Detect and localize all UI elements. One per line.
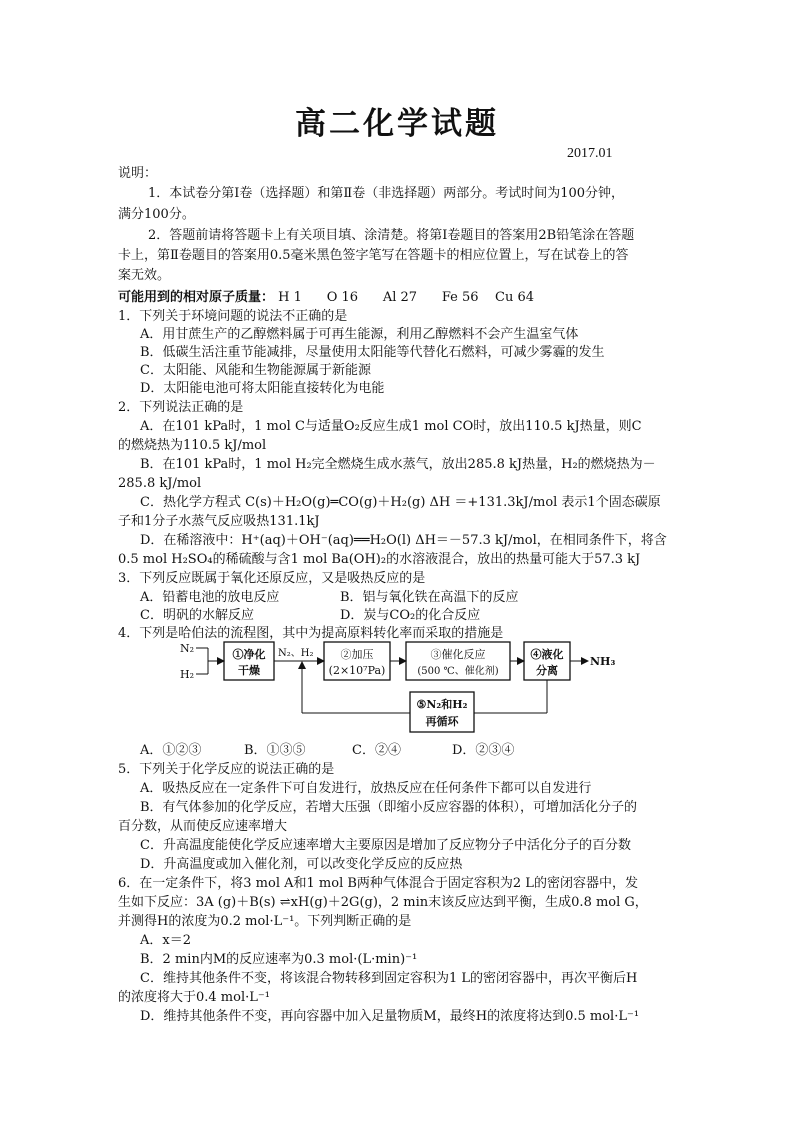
q5-stem: 5．下列关于化学反应的说法正确的是 (118, 762, 335, 777)
box-pressurize-line-1: ②加压 (340, 648, 374, 661)
box-recycle-line-1: ⑤N₂和H₂ (416, 698, 468, 711)
intro-line-2: 满分100分。 (118, 207, 195, 222)
q4-option-d: D．②③④ (452, 743, 515, 758)
q1-option-a: A．用甘蔗生产的乙醇燃料属于可再生能源，利用乙醇燃料不会产生温室气体 (140, 327, 579, 342)
q3-options-row-2 (140, 607, 700, 625)
q3-option-a: A．铅蓄电池的放电反应 (140, 590, 280, 605)
q5-option-d: D．升高温度或加入催化剂，可以改变化学反应的反应热 (140, 857, 463, 872)
atomic-masses (118, 289, 678, 307)
box-recycle-line-2: 再循环 (425, 715, 459, 728)
atomic-masses-label: 可能用到的相对原子质量： (118, 290, 275, 305)
q5-option-b-2: 百分数，从而使反应速率增大 (118, 819, 288, 834)
q6-stem-2: 生如下反应：3A (g)＋B(s) ⇌xH(g)＋2G(g)，2 min末该反应达到平衡，生成0.8 mol G， (118, 895, 648, 910)
box-catalytic-reaction-line-1: ③催化反应 (430, 648, 486, 661)
haber-process-flowchart (178, 634, 618, 738)
q6-stem-3: 并测得H的浓度为0.2 mol·L⁻¹。下列判断正确的是 (118, 914, 412, 929)
q6-option-a: A．x＝2 (140, 933, 191, 948)
intro-line-3: 2．答题前请将答题卡上有关项目填、涂清楚。将第Ⅰ卷题目的答案用2B铅笔涂在答题 (148, 228, 635, 243)
q2-option-d-1: D．在稀溶液中：H⁺(aq)＋OH⁻(aq)══H₂O(l) ΔH＝－57.3 kJ/mol，在相同条件下，将含 (140, 533, 667, 548)
intro-heading: 说明： (118, 166, 158, 181)
output-nh3-label: NH₃ (590, 655, 616, 668)
box-purify-dry-line-1: ①净化 (232, 648, 266, 661)
box-liquefy-separate-line-1: ④液化 (530, 648, 564, 661)
q2-option-a-2: 的燃烧热为110.5 kJ/mol (118, 438, 267, 453)
q2-option-b-2: 285.8 kJ/mol (118, 476, 202, 491)
q4-option-b: B．①③⑤ (244, 743, 306, 758)
q6-option-d: D．维持其他条件不变，再向容器中加入足量物质M，最终H的浓度将达到0.5 mol·L⁻¹ (140, 1009, 640, 1024)
q3-options-row-1 (140, 589, 700, 607)
q5-option-b-1: B．有气体参加的化学反应，若增大压强（即缩小反应容器的体积），可增加活化分子的 (140, 800, 638, 815)
exam-date: 2017.01 (567, 146, 613, 161)
q1-option-d: D．太阳能电池可将太阳能直接转化为电能 (140, 381, 385, 396)
atomic-masses-values: H 1 O 16 Al 27 Fe 56 Cu 64 (278, 290, 535, 305)
q1-option-c: C．太阳能、风能和生物能源属于新能源 (140, 363, 371, 378)
q2-option-d-2: 0.5 mol H₂SO₄的稀硫酸与含1 mol Ba(OH)₂的水溶液混合，放出的热量可能大于57.3 kJ (118, 552, 641, 567)
q5-option-a: A．吸热反应在一定条件下可自发进行，放热反应在任何条件下都可以自发进行 (140, 781, 592, 796)
q4-option-a: A．①②③ (140, 743, 202, 758)
q3-option-b: B．铝与氧化铁在高温下的反应 (340, 590, 519, 605)
q2-stem: 2．下列说法正确的是 (118, 400, 244, 415)
q6-option-c-2: 的浓度将大于0.4 mol·L⁻¹ (118, 990, 270, 1005)
box-pressurize-line-2: (2×10⁷Pa) (328, 664, 386, 677)
q6-stem-1: 6．在一定条件下，将3 mol A和1 mol B两种气体混合于固定容积为2 L的密闭容器中，发 (118, 876, 638, 891)
q4-stem: 4．下列是哈伯法的流程图，其中为提高原料转化率而采取的措施是 (118, 626, 504, 641)
q6-option-b: B．2 min内M的反应速率为0.3 mol·(L·min)⁻¹ (140, 952, 418, 967)
input-n2-label: N₂ (180, 642, 195, 655)
intro-line-1: 1．本试卷分第Ⅰ卷（选择题）和第Ⅱ卷（非选择题）两部分。考试时间为100分钟， (148, 186, 625, 201)
q1-option-b: B．低碳生活注重节能减排，尽量使用太阳能等代替化石燃料，可减少雾霾的发生 (140, 345, 605, 360)
q2-option-c-1: C．热化学方程式 C(s)＋H₂O(g)═CO(g)＋H₂(g) ΔH ＝+131.3kJ/mol 表示1个固态碳原 (140, 495, 661, 510)
box-catalytic-reaction-line-2: (500 ℃、催化剂) (417, 666, 499, 677)
q2-option-a-1: A．在101 kPa时，1 mol C与适量O₂反应生成1 mol CO时，放出110.5 kJ热量，则C (140, 419, 642, 434)
q2-option-b-1: B．在101 kPa时，1 mol H₂完全燃烧生成水蒸气，放出285.8 kJ热量，H₂的燃烧热为－ (140, 457, 656, 472)
page-title: 高二化学试题 (295, 106, 499, 142)
q3-option-c: C．明矾的水解反应 (140, 608, 254, 623)
intro-line-4: 卡上，第Ⅱ卷题目的答案用0.5毫米黑色签字笔写在答题卡的相应位置上，写在试卷上的答 (118, 248, 629, 263)
arrow-n2-h2-label: N₂、H₂ (278, 648, 314, 659)
q4-options (140, 742, 700, 760)
q2-option-c-2: 子和1分子水蒸气反应吸热131.1kJ (118, 514, 320, 529)
q3-option-d: D．炭与CO₂的化合反应 (340, 608, 481, 623)
box-liquefy-separate-line-2: 分离 (536, 664, 558, 677)
q5-option-c: C．升高温度能使化学反应速率增大主要原因是增加了反应物分子中活化分子的百分数 (140, 838, 631, 853)
q4-option-c: C．②④ (352, 743, 401, 758)
intro-line-5: 案无效。 (118, 268, 171, 283)
q6-option-c-1: C．维持其他条件不变，将该混合物转移到固定容积为1 L的密闭容器中，再次平衡后H (140, 971, 638, 986)
box-purify-dry-line-2: 干燥 (238, 664, 260, 677)
q1-stem: 1．下列关于环境问题的说法不正确的是 (118, 309, 348, 324)
input-h2-label: H₂ (180, 668, 195, 681)
q3-stem: 3．下列反应既属于氧化还原反应，又是吸热反应的是 (118, 571, 426, 586)
